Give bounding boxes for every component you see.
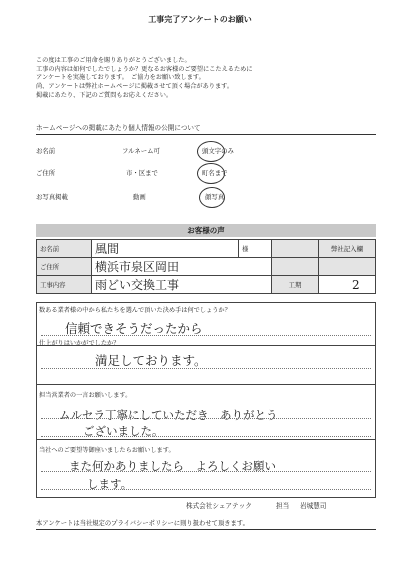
work-label: 工事内容 [37, 276, 92, 294]
name-cell [92, 240, 239, 258]
privacy-option-town[interactable]: 町名まで [202, 169, 228, 177]
privacy-option-city[interactable]: 市・区まで [126, 169, 158, 177]
customer-voice-banner [36, 224, 376, 237]
question-label: 仕上がりはいかがでしたか？ [39, 340, 120, 347]
privacy-label-name: お名前 [36, 147, 56, 155]
privacy-label-address: ご住所 [36, 169, 56, 177]
answer-text: 信頼できそうだったから [65, 321, 203, 336]
answer-text: ムルセラ丁寧にしていただき ありがとう [59, 408, 278, 422]
work-cell [92, 276, 272, 294]
answer-line [41, 418, 371, 419]
privacy-option-video[interactable]: 動画 [133, 193, 146, 201]
blank-cell [272, 258, 319, 276]
intro-line: 尚、アンケートは弊社ホームページに掲載させて頂く場合があります。 [36, 83, 234, 91]
name-suffix: 様 [239, 240, 272, 258]
intro-line: この度は工事のご用命を賜りありがとうございました。 [36, 57, 191, 64]
question-label: 担当営業者の一言お願いします。 [39, 392, 132, 399]
question-label: 数ある業者様の中から私たちを選んで頂いた決め手は何でしょうか？ [39, 307, 231, 314]
answer-line [41, 368, 371, 369]
answer-text: また何かありましたら よろしくお願い [69, 459, 276, 473]
work-value: 雨どい交換工事 [95, 278, 180, 292]
address-value: 横浜市泉区岡田 [95, 260, 180, 274]
blank-cell [272, 240, 319, 258]
intro-text [36, 57, 253, 101]
question-box-requests [36, 440, 376, 498]
privacy-divider [36, 134, 376, 135]
customer-info-table [36, 239, 376, 294]
selection-circle [199, 187, 225, 208]
staff-label: 担当 [276, 502, 290, 510]
company-use-label: 弊社記入欄 [319, 240, 376, 258]
answer-text: ございました。 [83, 424, 164, 438]
duration-label: 工期 [272, 276, 319, 294]
intro-line: 掲載にあたり、下記のご質問もお応えください。 [36, 91, 173, 99]
question-label: 当社へのご要望等御座いましたらお願いします。 [39, 447, 175, 454]
answer-line [41, 471, 371, 472]
company-name: 株式会社シェアテック [186, 502, 252, 510]
intro-line: 工事の内容は如何でしたでしょうか？更なるお客様のご要望にこたえるために [36, 65, 253, 73]
staff-name: 岩城慧司 [300, 502, 327, 510]
privacy-heading: ホームページへの掲載にあたり個人情報の公開について [36, 124, 201, 132]
privacy-note: 本アンケートは当社規定のプライバシーポリシーに則り扱わせて頂きます。 [36, 520, 249, 527]
privacy-option-face-photo[interactable]: 顔写真 [205, 193, 225, 201]
selection-circle [197, 163, 225, 184]
privacy-option-initials[interactable]: 頭文字のみ [202, 147, 234, 155]
address-label: ご住所 [37, 258, 92, 276]
selection-circle [197, 141, 225, 162]
page-title: 工事完了アンケートのお願い [148, 15, 252, 24]
answer-text: します。 [87, 477, 133, 491]
duration-cell [319, 276, 376, 294]
blank-cell [319, 258, 376, 276]
name-value: 風間 [95, 242, 120, 256]
intro-line: アンケートを実施しております。 ご協力をお願い致します。 [36, 74, 205, 82]
answer-line [41, 489, 371, 490]
privacy-label-photo: お写真掲載 [36, 193, 68, 201]
name-label: お名前 [37, 240, 92, 258]
address-cell [92, 258, 272, 276]
duration-value: 2 [352, 277, 360, 292]
footer-divider [36, 529, 376, 530]
banner-title: お客様の声 [187, 226, 225, 235]
answer-text: 満足しております。 [95, 353, 207, 368]
privacy-option-fullname[interactable]: フルネーム可 [122, 147, 160, 155]
question-box-staff [36, 385, 376, 440]
answer-line [41, 436, 371, 437]
question-box-finish [36, 335, 376, 385]
